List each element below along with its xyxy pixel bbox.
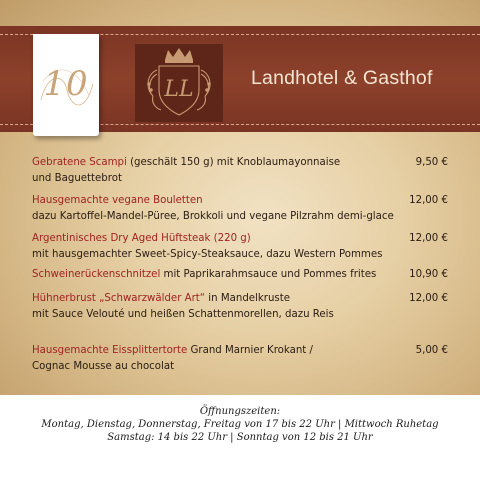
menu-item bbox=[32, 155, 452, 187]
opening-hours-line2: Samstag: 14 bis 22 Uhr | Sonntag von 12 bis 21 Uhr bbox=[107, 432, 373, 443]
menu-item-name: Argentinisches Dry Aged Hüftsteak (220 g) bbox=[32, 233, 251, 244]
menu-item-name: Hühnerbrust „Schwarzwälder Art“ bbox=[32, 293, 206, 304]
menu-item-price: 10,90 € bbox=[409, 269, 448, 280]
menu-item bbox=[32, 193, 452, 225]
menu-item-price: 9,50 € bbox=[415, 157, 448, 168]
menu-item-price: 12,00 € bbox=[409, 233, 448, 244]
menu-item bbox=[32, 291, 452, 323]
menu-item-desc: in Mandelkruste bbox=[205, 293, 290, 304]
menu-item bbox=[32, 343, 452, 375]
menu-item bbox=[32, 231, 452, 263]
menu-item-desc: Grand Marnier Krokant / bbox=[187, 345, 313, 356]
menu-item-name: Hausgemachte vegane Bouletten bbox=[32, 195, 203, 206]
menu-item-price: 5,00 € bbox=[415, 345, 448, 356]
crest-monogram: LL bbox=[164, 77, 194, 102]
date-number: 10 bbox=[43, 64, 89, 104]
date-card bbox=[33, 34, 99, 136]
menu-item-price: 12,00 € bbox=[409, 293, 448, 304]
menu-item-desc: mit Paprikarahmsauce und Pommes frites bbox=[160, 269, 377, 280]
opening-hours bbox=[0, 405, 480, 444]
opening-hours-line1: Montag, Dienstag, Donnerstag, Freitag von 17 bis 22 Uhr | Mittwoch Ruhetag bbox=[41, 419, 439, 430]
hotel-name: Landhotel & Gasthof bbox=[251, 67, 433, 89]
menu-item-price: 12,00 € bbox=[409, 195, 448, 206]
menu-item-desc-line2: Cognac Mousse au chocolat bbox=[32, 361, 175, 372]
opening-hours-heading: Öffnungszeiten: bbox=[199, 406, 281, 417]
menu-item-desc-line2: dazu Kartoffel-Mandel-Püree, Brokkoli und vegane Pilzrahm demi-glace bbox=[32, 211, 394, 222]
menu-item-desc-line2: und Baguettebrot bbox=[32, 173, 122, 184]
menu-item-name: Schweinerückenschnitzel bbox=[32, 269, 161, 280]
menu-item-name: Hausgemachte Eissplittertorte bbox=[32, 345, 188, 356]
menu-item-desc-line2: mit hausgemachter Sweet-Spicy-Steaksauce, dazu Western Pommes bbox=[32, 249, 383, 260]
menu-item-desc-line2: mit Sauce Velouté und heißen Schattenmorellen, dazu Reis bbox=[32, 309, 334, 320]
menu-item-desc: (geschält 150 g) mit Knoblaumayonnaise bbox=[126, 157, 341, 168]
menu-item bbox=[32, 267, 452, 283]
hotel-crest-logo bbox=[135, 44, 223, 122]
menu-item-name: Gebratene Scampi bbox=[32, 157, 127, 168]
